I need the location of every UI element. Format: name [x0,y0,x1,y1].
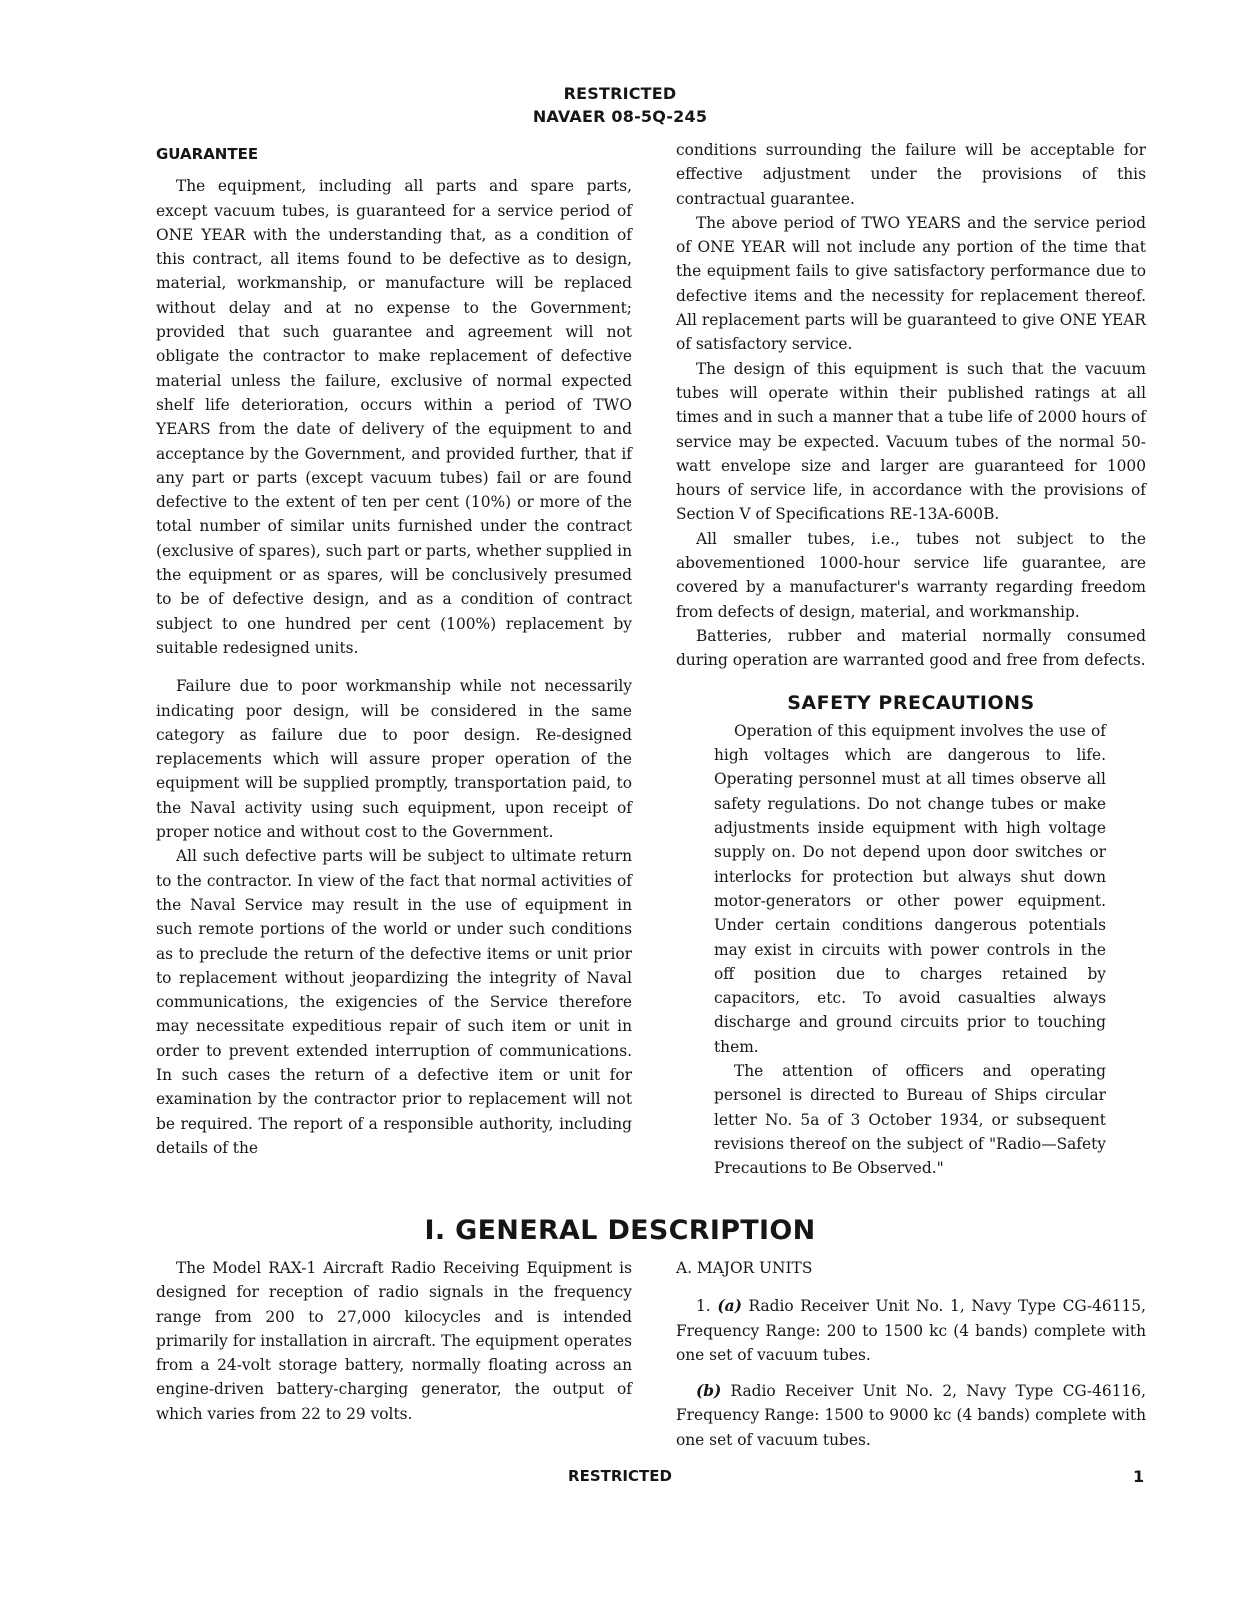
guarantee-paragraph-8: Batteries, rubber and material normally consumed during operation are warranted good and free from defects. [676,626,1146,670]
manual-number: NAVAER 08-5Q-245 [532,107,708,126]
unit-letter: (a) [717,1297,742,1316]
general-description-right [676,1256,1146,1464]
left-column [156,138,632,1160]
guarantee-paragraph-2: Failure due to poor workmanship while not necessarily indicating poor design, will be considered in the same category as failure due to poor design. Re-designed replacements which will assure proper operation of the equipment will be supplied promptly, transportation paid, to the Naval activity using such equipment, upon receipt of proper notice and without cost to the Government. [156,677,632,842]
guarantee-paragraph-5: The above period of TWO YEARS and the service period of ONE YEAR will not include any portion of the time that the equipment fails to give satisfactory performance due to defective items and the necessity for replacement thereof. All replacement parts will be guaranteed to give ONE YEAR of satisfactory service. [676,213,1146,354]
unit-letter: (b) [696,1382,722,1401]
safety-paragraph-2: The attention of officers and operating personel is directed to Bureau of Ships circular letter No. 5a of 3 October 1934, or subsequent revisions thereof on the subject of "Radio—Safety Precautions to Be Observed." [714,1061,1106,1178]
major-units-heading: A. MAJOR UNITS [676,1259,813,1277]
general-description-left [156,1256,632,1426]
guarantee-paragraph-1: The equipment, including all parts and spare parts, except vacuum tubes, is guaranteed for a service period of ONE YEAR with the understanding that, as a condition of this contract, all items found to be defective as to design, material, workmanship, or manufacture will be replaced without delay and at no expense to the Government; provided that such guarantee and agreement will not obligate the contractor to make replacement of defective material unless the failure, exclusive of normal expected shelf life deterioration, occurs within a period of TWO YEARS from the date of delivery of the equipment to and acceptance by the Government, and provided further, that if any part or parts (except vacuum tubes) fail or are found defective to the extent of ten per cent (10%) or more of the total number of similar units furnished under the contract (exclusive of spares), such part or parts, whether supplied in the equipment or as spares, will be conclusively presumed to be of defective design, and as a condition of contract subject to one hundred per cent (100%) replacement by suitable redesigned units. [156,177,632,657]
major-unit-item [676,1379,1146,1452]
unit-text: Radio Receiver Unit No. 2, Navy Type CG-46116, Frequency Range: 1500 to 9000 kc (4 bands) complete with one set of vacuum tubes. [676,1382,1146,1449]
right-column [676,138,1146,1180]
classification-header: RESTRICTED [563,84,677,103]
safety-precautions-block [714,719,1106,1181]
major-unit-item [676,1294,1146,1367]
page-number: 1 [1133,1467,1145,1486]
guarantee-paragraph-3: All such defective parts will be subject to ultimate return to the contractor. In view of the fact that normal activities of the Naval Service may result in the use of equipment in such remote portions of the world or under such conditions as to preclude the return of the defective items or unit prior to replacement without jeopardizing the integrity of Naval communications, the exigencies of the Service therefore may necessitate expeditious repair of such item or unit in order to prevent extended interruption of communications. In such cases the return of a defective item or unit for examination by the contractor prior to replacement will not be required. The report of a responsible authority, including details of the [156,847,632,1157]
guarantee-paragraph-4: conditions surrounding the failure will be acceptable for effective adjustment under the provisions of this contractual guarantee. [676,141,1146,208]
safety-precautions-heading: SAFETY PRECAUTIONS [787,691,1035,714]
classification-footer: RESTRICTED [568,1467,672,1485]
guarantee-paragraph-6: The design of this equipment is such that the vacuum tubes will operate within their published ratings at all times and in such a manner that a tube life of 2000 hours of service may be expected. Vacuum tubes of the normal 50-watt envelope size and larger are guaranteed for 1000 hours of service life, in accordance with the provisions of Section V of Specifications RE-13A-600B. [676,359,1146,524]
general-description-heading: I. GENERAL DESCRIPTION [424,1215,816,1246]
unit-text: Radio Receiver Unit No. 1, Navy Type CG-46115, Frequency Range: 200 to 1500 kc (4 bands) complete with one set of vacuum tubes. [676,1297,1146,1364]
guarantee-heading: GUARANTEE [156,145,259,163]
guarantee-paragraph-7: All smaller tubes, i.e., tubes not subject to the abovementioned 1000-hour service life guarantee, are covered by a manufacturer's warranty regarding freedom from defects of design, material, and workmanship. [676,529,1146,621]
general-description-intro: The Model RAX-1 Aircraft Radio Receiving Equipment is designed for reception of radio signals in the frequency range from 200 to 27,000 kilocycles and is intended primarily for installation in aircraft. The equipment operates from a 24-volt storage battery, normally floating across an engine-driven battery-charging generator, the output of which varies from 22 to 29 volts. [156,1259,632,1423]
safety-paragraph-1: Operation of this equipment involves the use of high voltages which are dangerous to life. Operating personnel must at all times observe all safety regulations. Do not change tubes or make adjustments inside equipment with high voltage supply on. Do not depend upon door switches or interlocks for protection but always shut down motor-generators or other power equipment. Under certain conditions dangerous potentials may exist in circuits with power controls in the off position due to charges retained by capacitors, etc. To avoid casualties always discharge and ground circuits prior to touching them. [714,721,1106,1056]
unit-number: 1. [696,1297,711,1316]
